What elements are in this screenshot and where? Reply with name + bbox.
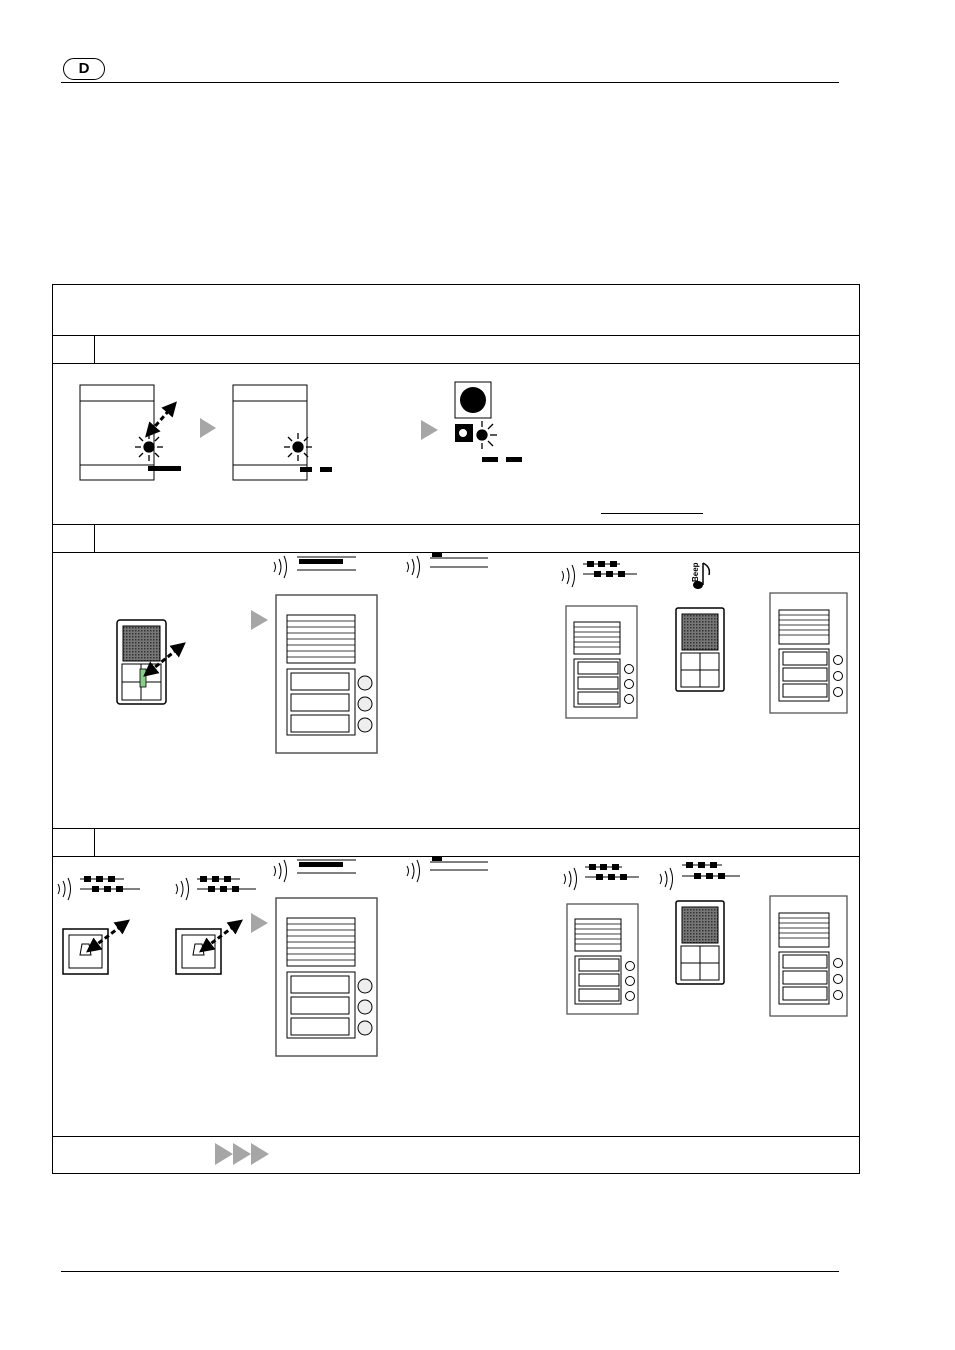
door-station-small (770, 896, 847, 1016)
indoor-station (117, 620, 180, 704)
led-flash-icon (135, 433, 163, 461)
door-station-large (276, 898, 377, 1056)
indoor-station (676, 901, 724, 984)
signal-waves-icon (407, 860, 420, 882)
led-flash-icon (477, 421, 497, 449)
indoor-station (676, 608, 724, 691)
led-flash-icon (284, 433, 312, 461)
door-station-small (770, 593, 847, 713)
triple-arrow-icon (215, 1143, 269, 1165)
door-station-large (276, 595, 377, 753)
arrow-right-icon (421, 420, 438, 440)
signal-waves-icon (274, 556, 287, 578)
door-station-small (567, 904, 638, 1014)
signal-pattern (197, 876, 256, 892)
signal-pattern (430, 552, 488, 567)
signal-pattern (585, 864, 639, 880)
signal-waves-icon (58, 878, 71, 900)
beep-label: Beep (691, 562, 700, 582)
signal-waves-icon (176, 878, 189, 900)
signal-waves-icon (562, 565, 575, 587)
signal-waves-icon (564, 868, 577, 890)
arrow-right-icon (251, 913, 268, 933)
vus-module-a (80, 385, 181, 480)
signal-pattern (297, 557, 356, 570)
signal-pattern (80, 876, 140, 892)
language-badge: D (63, 58, 105, 80)
signal-waves-icon (407, 556, 420, 578)
signal-waves-icon (660, 868, 673, 890)
vus-module-b (233, 385, 332, 480)
led-indicator (455, 382, 522, 462)
footer-rule (61, 1271, 839, 1272)
bell-button-icon (63, 924, 124, 974)
arrow-right-icon (251, 610, 268, 630)
signal-pattern (682, 862, 740, 879)
door-station-small (566, 606, 637, 718)
bell-button-icon (176, 924, 237, 974)
signal-pattern (297, 860, 356, 873)
signal-pattern (583, 561, 637, 577)
signal-pattern (430, 856, 488, 870)
signal-waves-icon (274, 860, 287, 882)
arrow-right-icon (200, 418, 216, 438)
